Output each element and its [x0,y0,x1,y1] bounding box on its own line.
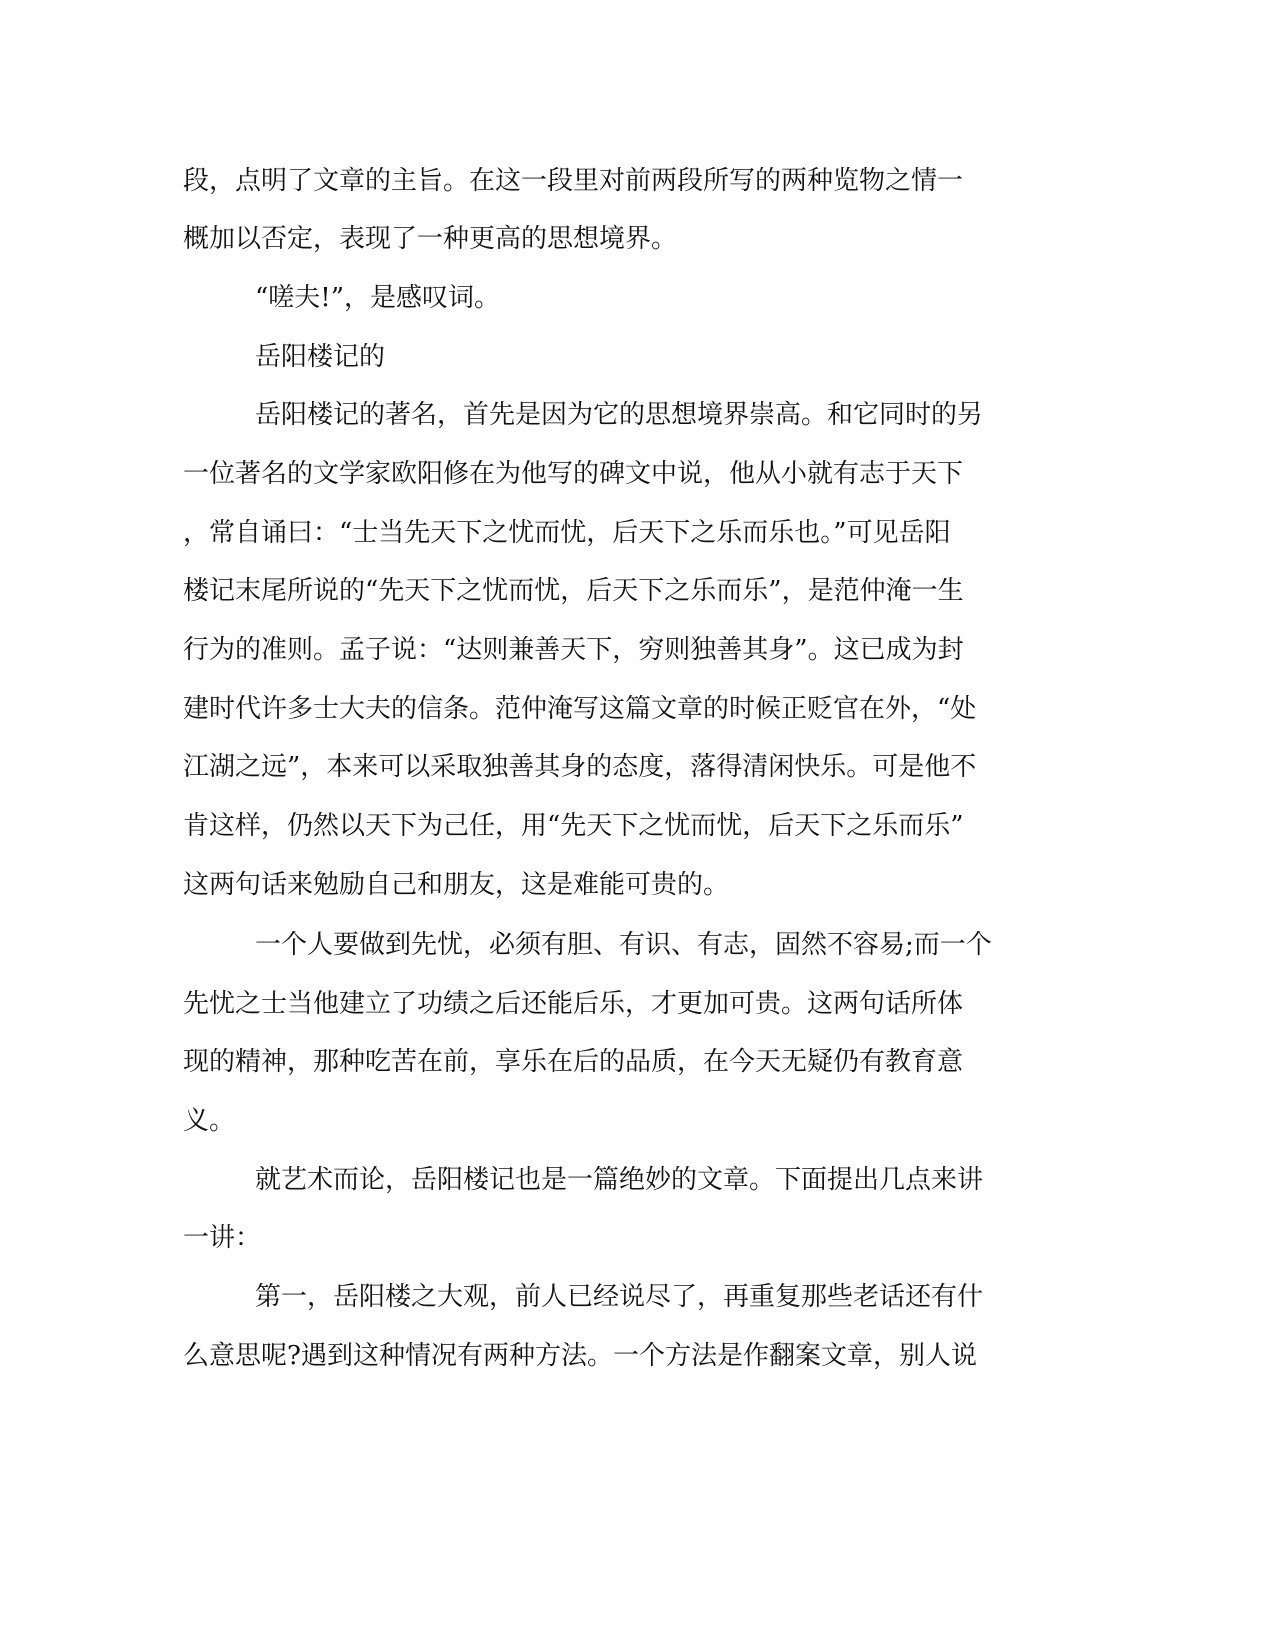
paragraph-line-5: 岳阳楼记的著名，首先是因为它的思想境界崇高。和它同时的另 [255,400,984,430]
text-line-2: 概加以否定，表现了一种更高的思想境界。 [183,224,678,254]
paragraph-line-3: “嗟夫!”，是感叹词。 [255,283,501,313]
text-line-21: 么意思呢?遇到这种情况有两种方法。一个方法是作翻案文章，别人说 [183,1341,977,1371]
paragraph-line-18: 就艺术而论，岳阳楼记也是一篇绝妙的文章。下面提出几点来讲 [255,1165,984,1195]
text-line-12: 肯这样，仍然以天下为己任，用“先天下之忧而忧，后天下之乐而乐” [183,811,964,841]
text-line-11: 江湖之远”，本来可以采取独善其身的态度，落得清闲快乐。可是他不 [183,752,977,782]
paragraph-line-20: 第一，岳阳楼之大观，前人已经说尽了，再重复那些老话还有什 [255,1282,984,1312]
text-line-16: 现的精神，那种吃苦在前，享乐在后的品质，在今天无疑仍有教育意 [183,1047,964,1077]
text-line-13: 这两句话来勉励自己和朋友，这是难能可贵的。 [183,870,730,900]
text-line-19: 一讲： [183,1223,262,1253]
section-heading: 岳阳楼记的 [255,342,386,372]
text-line-6: 一位著名的文学家欧阳修在为他写的碑文中说，他从小就有志于天下 [183,459,964,489]
text-line-9: 行为的准则。孟子说：“达则兼善天下，穷则独善其身”。这已成为封 [183,635,964,665]
text-line-15: 先忧之士当他建立了功绩之后还能后乐，才更加可贵。这两句话所体 [183,989,964,1019]
paragraph-line-14: 一个人要做到先忧，必须有胆、有识、有志，固然不容易;而一个 [255,930,992,960]
text-line-7: ，常自诵曰：“士当先天下之忧而忧，后天下之乐而乐也。”可见岳阳 [183,518,951,548]
text-line-10: 建时代许多士大夫的信条。范仲淹写这篇文章的时候正贬官在外，“处 [183,694,977,724]
text-line-17: 义。 [183,1106,236,1136]
text-line-1: 段，点明了文章的主旨。在这一段里对前两段所写的两种览物之情一 [183,166,964,196]
text-line-8: 楼记末尾所说的“先天下之忧而忧，后天下之乐而乐”，是范仲淹一生 [183,576,964,606]
